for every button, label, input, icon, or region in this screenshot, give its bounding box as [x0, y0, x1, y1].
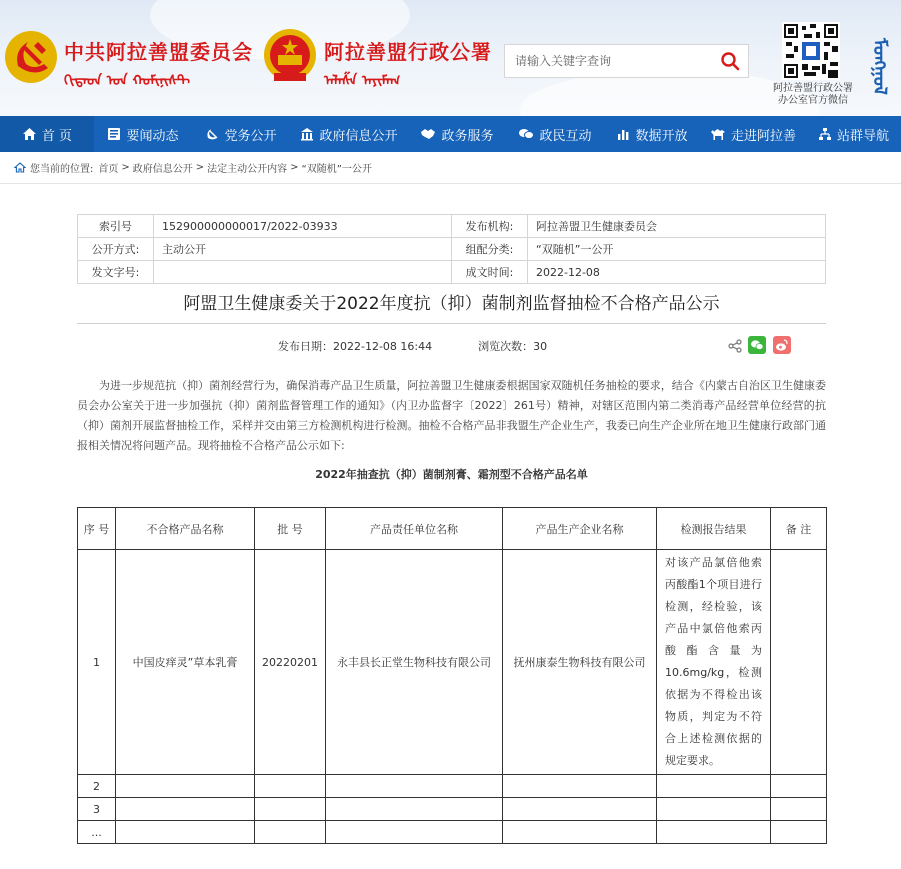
- home-icon: [22, 127, 37, 141]
- meta-doc-no-value: [154, 261, 452, 284]
- nav-news[interactable]: [94, 116, 192, 152]
- col-header-product-name: 不合格产品名称: [116, 508, 255, 550]
- table-row: [78, 261, 826, 284]
- breadcrumb-link-statutory[interactable]: 法定主动公开内容: [207, 164, 288, 175]
- table-row: [78, 775, 827, 798]
- col-header-owner: 产品责任单位名称: [326, 508, 503, 550]
- publish-date: 发布日期：2022-12-08 16:44: [278, 340, 433, 353]
- building-icon: [300, 127, 314, 141]
- search-box: [504, 44, 749, 78]
- cell-empty: [771, 798, 827, 821]
- cell-batch: 20220201: [255, 550, 326, 775]
- nav-interaction[interactable]: [506, 116, 604, 152]
- weibo-share-icon[interactable]: [773, 336, 791, 354]
- chat-icon: [518, 127, 534, 141]
- handshake-icon: [420, 127, 436, 141]
- nav-label: 数据开放: [635, 128, 688, 144]
- meta-index-label: 索引号: [78, 215, 154, 238]
- cell-empty: [771, 775, 827, 798]
- cell-no: 2: [78, 775, 116, 798]
- cell-result: 对该产品氯倍他索丙酸酯1个项目进行检测，经检验，该产品中氯倍他索丙酸酯含量为10.6mg/kg，检测依据为不得检出该物质，判定为不符合上述检测依据的规定要求。: [657, 550, 771, 775]
- cell-note: [771, 550, 827, 775]
- nav-label: 政务服务: [441, 128, 494, 144]
- gov-mongolian-title: ᠠᠯᠠᠱᠠ ᠠᠶᠢᠮᠠᠭ: [324, 73, 401, 89]
- cell-empty: [255, 798, 326, 821]
- col-header-maker: 产品生产企业名称: [503, 508, 657, 550]
- divider: [77, 323, 826, 324]
- col-header-batch: 批 号: [255, 508, 326, 550]
- breadcrumb-separator: >: [290, 162, 299, 173]
- table-row: [78, 550, 827, 775]
- meta-date-label: 成文时间:: [452, 261, 528, 284]
- search-input[interactable]: [505, 45, 715, 77]
- cell-empty: [326, 798, 503, 821]
- meta-date-value: 2022-12-08: [528, 261, 826, 284]
- main-nav: [0, 116, 901, 152]
- bar-chart-icon: [616, 127, 630, 141]
- breadcrumb-home-icon: [14, 162, 26, 173]
- cell-no: 1: [78, 550, 116, 775]
- unqualified-products-table: [77, 507, 827, 844]
- meta-publisher-value: 阿拉善盟卫生健康委员会: [528, 215, 826, 238]
- table-row: [78, 821, 827, 844]
- nav-label: 首 页: [41, 128, 73, 144]
- table-row: [78, 238, 826, 261]
- col-header-note: 备 注: [771, 508, 827, 550]
- meta-category-value: “双随机”一公开: [528, 238, 826, 261]
- table-header-row: [78, 508, 827, 550]
- table-caption: 2022年抽查抗（抑）菌制剂膏、霜剂型不合格产品名单: [315, 468, 588, 481]
- nav-explore-alxa[interactable]: [700, 116, 806, 152]
- breadcrumb-separator: >: [121, 162, 130, 173]
- meta-mode-value: 主动公开: [154, 238, 452, 261]
- breadcrumb-separator: >: [195, 162, 205, 173]
- document-meta-table: [77, 214, 826, 284]
- article-title: 阿盟卫生健康委关于2022年度抗（抑）菌制剂监督抽检不合格产品公示: [183, 294, 720, 314]
- cell-empty: [771, 821, 827, 844]
- camel-icon: [710, 127, 726, 141]
- table-row: [78, 215, 826, 238]
- cell-empty: [503, 775, 657, 798]
- cell-empty: [657, 775, 771, 798]
- nav-label: 政民互动: [539, 128, 592, 144]
- cell-empty: [657, 821, 771, 844]
- cell-maker: 抚州康泰生物科技有限公司: [503, 550, 657, 775]
- qr-caption-line1: 阿拉善盟行政公署: [773, 83, 853, 94]
- meta-publisher-label: 发布机构:: [452, 215, 528, 238]
- divider: [0, 183, 901, 184]
- breadcrumb-link-gov-info[interactable]: 政府信息公开: [132, 164, 193, 175]
- table-row: [78, 798, 827, 821]
- share-icon[interactable]: [728, 339, 742, 353]
- nav-label: 政府信息公开: [319, 128, 398, 144]
- mongolian-version-link[interactable]: ᠮᠣᠩᠭᠣᠯ: [869, 38, 890, 95]
- cell-empty: [116, 798, 255, 821]
- publish-info: [278, 338, 547, 354]
- nav-site-group[interactable]: [806, 116, 901, 152]
- article-body: 为进一步规范抗（抑）菌剂经营行为，确保消毒产品卫生质量，阿拉善盟卫生健康委根据国家双随机任务抽检的要求，结合《内蒙古自治区卫生健康委员会办公室关于进一步加强抗（抑）菌剂监督管理工作的通知》（内卫办监督字〔2022〕261号）精神，对辖区范围内第二类消毒产品经营单位经营的抗（抑）菌剂开展监督抽检工作，采样并交由第三方检测机构进行检测。抽检不合格产品非我盟生产企业生产，我委已向生产企业所在地卫生健康行政部门通报相关情况将问题产品。现将抽检不合格产品公示如下:: [77, 379, 826, 452]
- nav-home[interactable]: [0, 116, 94, 152]
- party-mongolian-title: ᠬᠢᠲᠠᠳ ᠤᠨ ᠬᠣᠮᠢᠨᠢᠰᠲ: [64, 73, 191, 89]
- qr-caption: [768, 83, 858, 107]
- national-emblem-icon: [262, 27, 318, 85]
- cell-empty: [326, 775, 503, 798]
- cell-product-name: 中国皮痒灵”草本乳膏: [116, 550, 255, 775]
- breadcrumb-prefix: 您当前的位置:: [30, 164, 94, 175]
- qr-caption-line2: 办公室官方微信: [778, 95, 848, 106]
- meta-mode-label: 公开方式:: [78, 238, 154, 261]
- search-icon[interactable]: [720, 51, 740, 71]
- news-icon: [107, 127, 121, 141]
- meta-index-value: 152900000000017/2022-03933: [154, 215, 452, 238]
- nav-label: 站群导航: [836, 128, 889, 144]
- nav-label: 走进阿拉善: [730, 128, 796, 144]
- meta-doc-no-label: 发文字号:: [78, 261, 154, 284]
- cell-empty: [255, 775, 326, 798]
- col-header-result: 检测报告结果: [657, 508, 771, 550]
- col-header-no: 序 号: [78, 508, 116, 550]
- view-count: 浏览次数：30: [478, 340, 548, 353]
- breadcrumb: [14, 160, 372, 175]
- breadcrumb-link-home[interactable]: 首页: [98, 164, 119, 175]
- cell-owner: 永丰县长正堂生物科技有限公司: [326, 550, 503, 775]
- wechat-share-icon[interactable]: [748, 336, 766, 354]
- nav-open-data[interactable]: [604, 116, 700, 152]
- cell-empty: [116, 775, 255, 798]
- nav-label: 要闻动态: [126, 128, 179, 144]
- site-header: [0, 0, 901, 116]
- cell-empty: [116, 821, 255, 844]
- cell-empty: [503, 798, 657, 821]
- party-emblem-icon: [4, 30, 58, 84]
- cell-empty: [326, 821, 503, 844]
- party-title[interactable]: 中共阿拉善盟委员会: [64, 40, 253, 64]
- meta-category-label: 组配分类:: [452, 238, 528, 261]
- hammer-sickle-icon: [205, 127, 219, 141]
- cell-empty: [657, 798, 771, 821]
- breadcrumb-link-double-random[interactable]: “双随机”一公开: [301, 164, 372, 175]
- nav-party-affairs[interactable]: [192, 116, 290, 152]
- cell-empty: [503, 821, 657, 844]
- gov-title[interactable]: 阿拉善盟行政公署: [324, 40, 492, 64]
- nav-label: 党务公开: [224, 128, 277, 144]
- wechat-qr-code-icon: [782, 22, 840, 80]
- sitemap-icon: [818, 127, 832, 141]
- cell-no: ...: [78, 821, 116, 844]
- cell-no: 3: [78, 798, 116, 821]
- nav-gov-services[interactable]: [408, 116, 506, 152]
- nav-gov-info[interactable]: [290, 116, 408, 152]
- cell-empty: [255, 821, 326, 844]
